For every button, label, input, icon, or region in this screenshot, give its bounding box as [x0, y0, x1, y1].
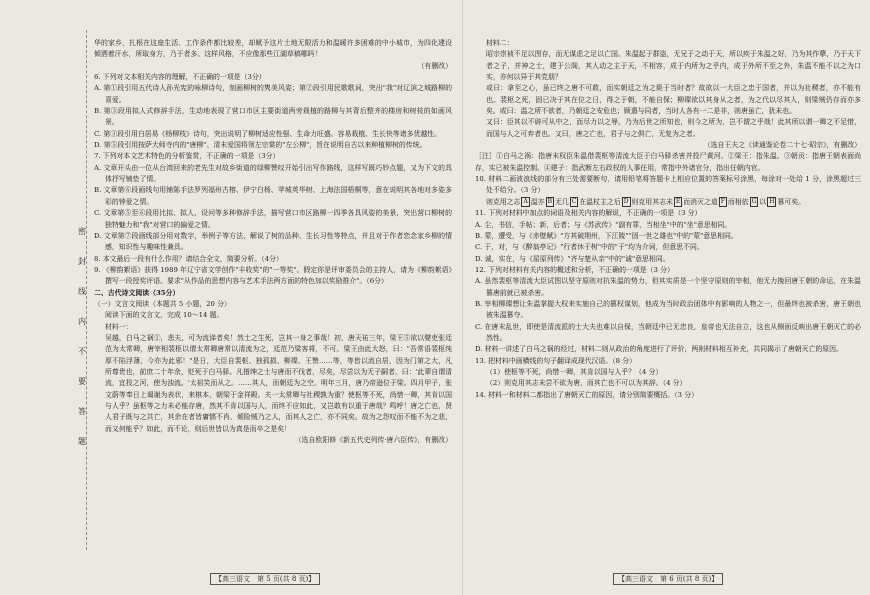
- question-13-item-1: （1）使枢等不死，尚惜一卿，其肯以国与人乎？（4 分）: [486, 367, 663, 376]
- section-heading: 二、古代诗文阅读（35分）: [94, 288, 180, 297]
- binding-char: 不: [78, 347, 86, 356]
- question-12-stem: 12. 下列对材料有关内容的概述和分析，不正确的一项是（3 分）: [475, 265, 674, 274]
- break-marker[interactable]: F: [720, 197, 725, 205]
- question-6-stem: 6. 下列对文本相关内容的理解，不正确的一项是（3分）: [94, 73, 266, 82]
- sequence-seg: 而相依: [727, 197, 749, 206]
- binding-char: 题: [78, 437, 86, 446]
- material-2-source: （选自王夫之《读通鉴论卷二十七·昭宗》，有删改）: [703, 141, 861, 150]
- break-marker[interactable]: H: [769, 197, 775, 205]
- sequence-seg: 篡可矣。: [777, 197, 806, 206]
- question-10-sequence: [475, 197, 861, 208]
- question-11-stem: 11. 下列对材料中加点的词语及相关内容的解说，不正确的一项是（3 分）: [475, 209, 702, 218]
- question-6-option-d: D. 第⑤段引用按萨大师寺内的"唐柳"、清末爱国将领左宗棠的"左公柳"，旨在说明自古以来种植柳树的传统。: [94, 141, 427, 150]
- question-14: 14. 材料一和材料二都指出了唐朝灭亡的原因，请分别简要概括。（3 分）: [475, 390, 698, 399]
- question-7-stem: 7. 下列对本文艺术特色的分析鉴赏，不正确的一项是（3分）: [94, 152, 280, 161]
- question-6-option-a: A. 第①段引用五代诗人孙光宪的咏柳诗句，刻画柳树的隽美风姿；第②段引用民歌歌词，突出"我"对辽滨之城路柳的喜爱。: [94, 84, 452, 104]
- right-column: [475, 38, 861, 401]
- material-1-source: （选自欧阳修《新五代史列传·唐六臣传》，有删改）: [294, 436, 452, 445]
- question-12-option-a: A. 虽然裴枢等清流大臣试图以坚守原则对抗朱温的势力，但其实质是一个坚守原则的宰相，他无力挽回唐王朝的命运，在朱温篡唐前就已被杀害。: [475, 277, 861, 297]
- binding-char: 封: [78, 257, 86, 266]
- material-2-title: 材料二：: [486, 39, 514, 47]
- question-13-stem: 13. 把材料中画横线的句子翻译成现代汉语。（8 分）: [475, 356, 636, 365]
- break-marker[interactable]: E: [675, 197, 681, 205]
- question-8: 8. 本文最后一段有什么作用？请结合全文，简要分析。（4分）: [94, 254, 283, 263]
- sequence-seg: 以: [759, 197, 767, 206]
- break-marker[interactable]: B: [547, 197, 552, 205]
- question-12-option-d: D. 材料一讲述了白马之祸的经过，材料二则从政治的角度进行了评价，两则材料相互补充，共同揭示了唐朝灭亡的原因。: [475, 345, 843, 354]
- question-11-option-d: D. 诚，实在，与《屈原列传》"齐与楚从亲"中的"诚"意思相同。: [475, 254, 670, 263]
- binding-char: 线: [78, 287, 86, 296]
- binding-char: 内: [78, 317, 86, 326]
- binding-char: 要: [78, 377, 86, 386]
- page-footer: 【高三语文 第 6 页(共 8 页)】: [613, 573, 723, 585]
- material-1-title: 材料一：: [105, 322, 133, 331]
- break-marker[interactable]: A: [523, 197, 528, 205]
- question-11-option-c: C. 于，对，与《醉翁亭记》"行者休于树"中的"于"均为介词，但意思不同。: [475, 243, 704, 252]
- question-7-option-b: B. 文章第⑥段画线句用铺陈手法罗列福州古榕、伊宁白杨、苹城英华树、上海法国梧桐等，意在说明其各地对多姿多彩的钟爱之情。: [94, 186, 452, 206]
- question-12-option-b: B. 宰相柳璨想让朱温掌握大权来实施自己的篡权谋划，他成为当时政治团体中有影响的人物之一，但最终也被杀害，唐王朝也被朱温篡夺。: [475, 299, 861, 320]
- reading-instruction: 阅读下面的文言文，完成 10～14 题。: [105, 311, 224, 320]
- break-marker[interactable]: G: [751, 197, 757, 205]
- source-note: （有删改）: [417, 61, 452, 70]
- question-9: 9. 《柳韵絮语》获得 1989 年辽宁省文学创作"丰收奖"的"一等奖"。假定你是评审委员会的主持人，请为《柳韵絮语》撰写一段授奖评语。要求"从作品的思想内容与艺术手法两方面的特色加以奖励推介"。（6分）: [94, 265, 452, 286]
- break-marker[interactable]: D: [623, 197, 629, 205]
- page-footer: 【高三语文 第 5 页(共 8 页)】: [210, 573, 320, 585]
- right-page: [462, 0, 870, 595]
- passage-ending: 华的家乡，扎根在这座生活、工作条件都比较差，却赋予这片土地无限活力和温暖许多困难的中小城市，为四化建设倾洒着汗水，所取身方，乃于者多。这样风格，不应像那些江湖草稿哪吗！: [94, 39, 452, 59]
- annotation-note: ［注］①白马之祸：指唐末权臣朱温借裴枢等清流大臣于白马驿杀害并投尸黄河。②梁王：指朱温。③朝贡：指唐王朝表面尚存，实已被朱温控制。④建子：指武断左右政权的人事任用，常指中外诸官分，指出任朝内官。: [475, 152, 861, 172]
- sequence-seg: 则克用其志未: [631, 197, 673, 206]
- material-2-para-2: 或曰：拿至之心，虽已终之唐不可救，而实朝廷之为之毙于当时者？故欲以一大臣之忠于国者，并以为社稷者，亦不能有也。裴枢之死，固已决于其在位之日，得之于朝，不能自保；柳璨欲以其身从之者，为之代以尽其人，则梁贼仍存而亦多矣。或曰：温之所不欲者，乃朝廷之安危也；顾遣与同者，当时人各有一二是非，则唐虽亡，犹未也。: [486, 84, 861, 116]
- question-12-option-c: C. 在唐末乱世，即使是清流派的士大夫也难以自保，当朝廷中已无忠良，皇帝也无法自立，这也从侧面反映出唐王朝灭亡的必然性。: [475, 322, 861, 342]
- material-2-para-3: 又曰：臣其以不辟可从中之，而尽力以之辱，乃为后世之所知也，则今之所为，岂不谓之乎哉！此其所以谓一卿之不足惜，而国与人之可弃者也。又曰，唐之亡也，君子与之俱亡，无复为之者。: [486, 118, 861, 138]
- question-7-option-d: D. 文章第⑦段画线部分用对数字，举例子等方法，解说了树的品种、生长习性等特点，并且对于作者恋念家乡柳的情感，知识性与趣味性兼具。: [94, 231, 452, 252]
- seal-line: [86, 30, 87, 550]
- binding-margin: [0, 0, 88, 595]
- question-10-stem: 10. 材料二画波浪线的部分有三处需要断句，请用铅笔将答题卡上相应位置的答案标号涂黑，每涂对一处给 1 分，涂黑超过三处不给分。（3 分）: [475, 175, 861, 195]
- material-2-para-1: 昭宗崇祯不足以图存，而无谋虑之足以亡国。朱温起于群盗，无兄于之动于天，所以疾于朱温之好，乃为其作孽，乃于天下者之子，并神之士，建于公阁，其人动之主于天，不相容，成于内所为之乎内，成于外所不至之外，朱温不能不以之为口实，亦何以异于其党朋？: [486, 50, 861, 82]
- binding-char: 密: [78, 227, 86, 236]
- sequence-seg: 在温杖主之后: [579, 197, 621, 206]
- question-7-option-c: C. 文章第⑤至⑥段用比拟、拟人、设问等多种修辞手法，描写营口市区路柳一四季各具风姿的美景，突出营口柳树的独特魅力和"我"对营口的偏爱之情。: [94, 209, 452, 229]
- binding-char: 答: [78, 407, 86, 416]
- question-13-item-2: （2）则克用其志未尝不欲为唐，而其亡也不可以为其辞。（4 分）: [486, 379, 687, 388]
- question-6-option-b: B. 第③段用拟人式修辞手法，生动地表现了营口市区主要街道两旁栽植的路柳与其背后整齐的楼房和树枝的如画风景。: [94, 107, 452, 127]
- question-11-option-a: A. 尘，书信，手帖；新，后者；与《苏武传》"副有罪，当相坐"中的"坐"意思相同。: [475, 220, 732, 229]
- sequence-lead: 则克用之志: [486, 197, 521, 206]
- sequence-seg: 无几: [555, 197, 569, 206]
- question-7-option-a: A. 文章开头由一位从台湾回来的老先生对故乡街道的绿柳赞叹开始引出写作路线，这样写既巧妙点题，又为下文的具体抒写铺垫了情。: [94, 163, 452, 184]
- break-marker[interactable]: C: [571, 197, 577, 205]
- sequence-seg: 温亦: [530, 197, 545, 206]
- question-6-option-c: C. 第③段引用白居易《杨柳枝》诗句，突出说明了柳树适应性强、生命力旺盛、容易栽植、生长快等诸多优越性。: [94, 129, 442, 138]
- sequence-seg: 而消灭之道: [683, 197, 718, 206]
- left-column: [94, 38, 452, 446]
- material-1-text: 吴越，白马之祸①，悲夫，可为流涕者矣！然士之生死，岂其一身之事哉！初，唐天祐三年，梁王⑤欲以嬖吏张廷范为太常卿，唐宰相裴枢以谓太常卿唐常以清流为之，廷范乃梁客将，不可。梁王由此大怒，曰："吾常语裴枢纯厚不陷浮薄，今亦为此邪！"是日，大臣自裴枢、独孤损、柳璨、王赞……等，等皆以流自居，因为门第之大，凡所尊贵也，前庶二十年余，贬死于白马驿。凡搢绅之士与唐而不伐者，尽矣，尽尝以为无子嗣者，曰：'此辈自谓清流，宜投之河，使为浊流。'太祖笑而从之。……其人，而朝廷为之空。明年三月，唐乃帝逊位于梁。四月甲子，张文蔚等奉日上谒谢为表状，来棋本，朝梁于金祥殿。夫一太常卿与社稷孰为重？使枢等不死，尚惜一卿，其肯以国与人乎？虽枢等之力未必能存唐，然其不肯以国与人，而终不应如此，又岂敢有以重于唐哉？鸣呼！唐之亡也，贤人君子既与之共亡，其余在者皆庸懦不肖、倾险贼乃之人，而其人之亡，亦不同矣。故为之怨叹而不能不为之悲，而又何能乎？如此，而不论，则后世皆以为真是而卒之是矣！: [105, 333, 452, 433]
- question-11-option-b: B. 蒙，遭受，与《赤壁赋》"方其破荆州，下江陵""固一世之雄也"中的"蒙"意思相同。: [475, 231, 738, 240]
- subsection-heading: （一）文言文阅读（本题共 5 小题，20 分）: [94, 299, 231, 308]
